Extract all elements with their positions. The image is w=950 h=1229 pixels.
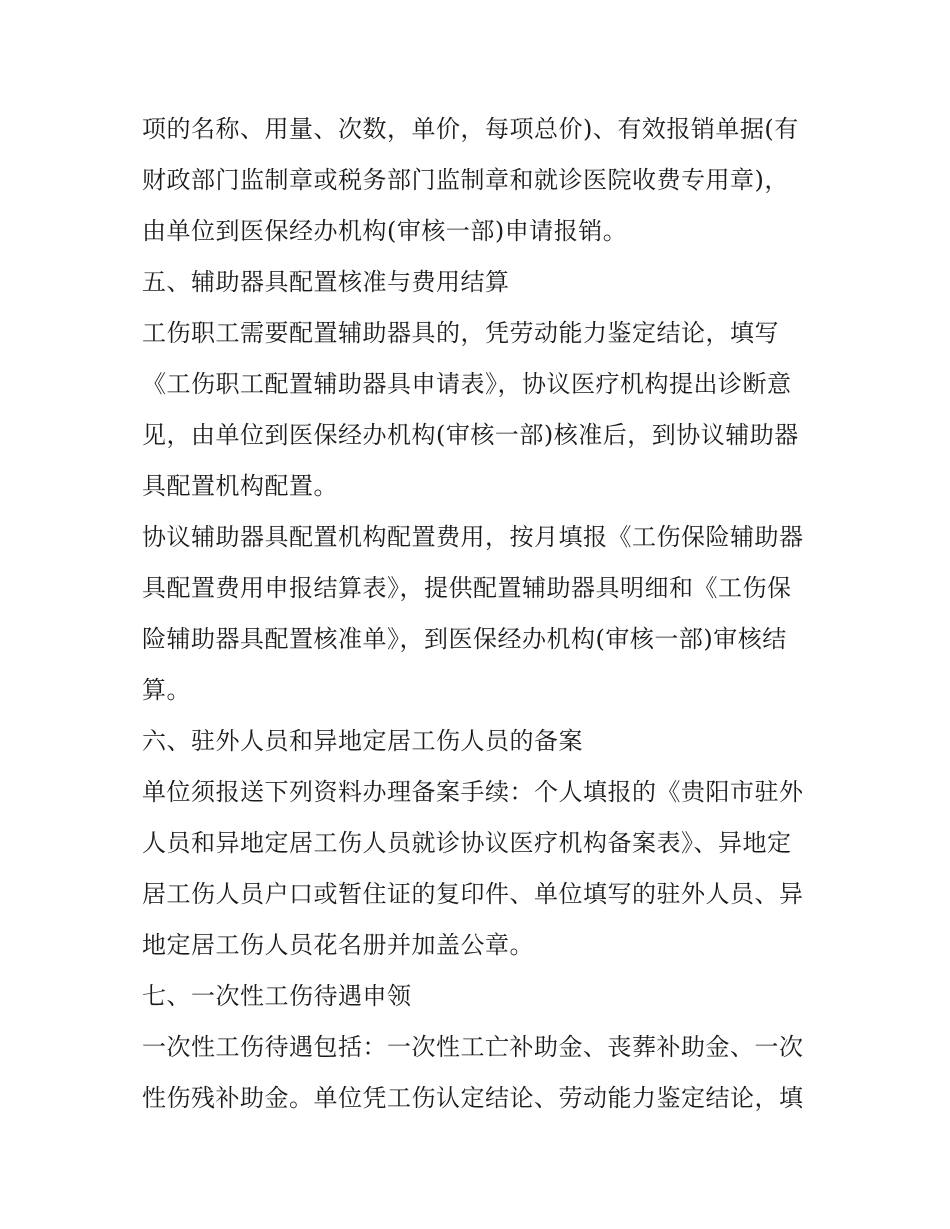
text-line: 具配置费用申报结算表》，提供配置辅助器具明细和《工伤保	[142, 574, 792, 602]
text-line: 单位须报送下列资料办理备案手续：个人填报的《贵阳市驻外	[142, 778, 804, 806]
text-line: 财政部门监制章或税务部门监制章和就诊医院收费专用章)，	[142, 166, 789, 194]
text-line: 居工伤人员户口或暂住证的复印件、单位填写的驻外人员、异	[142, 880, 804, 908]
text-line: 具配置机构配置。	[142, 472, 338, 500]
text-line: 项的名称、用量、次数，单价，每项总价)、有效报销单据(有	[142, 115, 799, 143]
text-line: 《工伤职工配置辅助器具申请表》，协议医疗机构提出诊断意	[142, 370, 792, 398]
section-heading-5: 五、辅助器具配置核准与费用结算	[142, 268, 510, 296]
text-line: 一次性工伤待遇包括：一次性工亡补助金、丧葬补助金、一次	[142, 1033, 804, 1061]
section-heading-6: 六、驻外人员和异地定居工伤人员的备案	[142, 727, 583, 755]
text-line: 工伤职工需要配置辅助器具的，凭劳动能力鉴定结论，填写	[142, 319, 779, 347]
document-body	[142, 104, 822, 1124]
text-line: 险辅助器具配置核准单》，到医保经办机构(审核一部)审核结	[142, 625, 787, 653]
text-line: 见，由单位到医保经办机构(审核一部)核准后，到协议辅助器	[142, 421, 799, 449]
text-line: 人员和异地定居工伤人员就诊协议医疗机构备案表》、异地定	[142, 829, 792, 857]
text-line: 由单位到医保经办机构(审核一部)申请报销。	[142, 217, 628, 245]
text-line: 算。	[142, 676, 191, 704]
text-line: 协议辅助器具配置机构配置费用，按月填报《工伤保险辅助器	[142, 523, 804, 551]
text-line: 地定居工伤人员花名册并加盖公章。	[142, 931, 534, 959]
text-line: 性伤残补助金。单位凭工伤认定结论、劳动能力鉴定结论，填	[142, 1084, 804, 1112]
section-heading-7: 七、一次性工伤待遇申领	[142, 982, 412, 1010]
